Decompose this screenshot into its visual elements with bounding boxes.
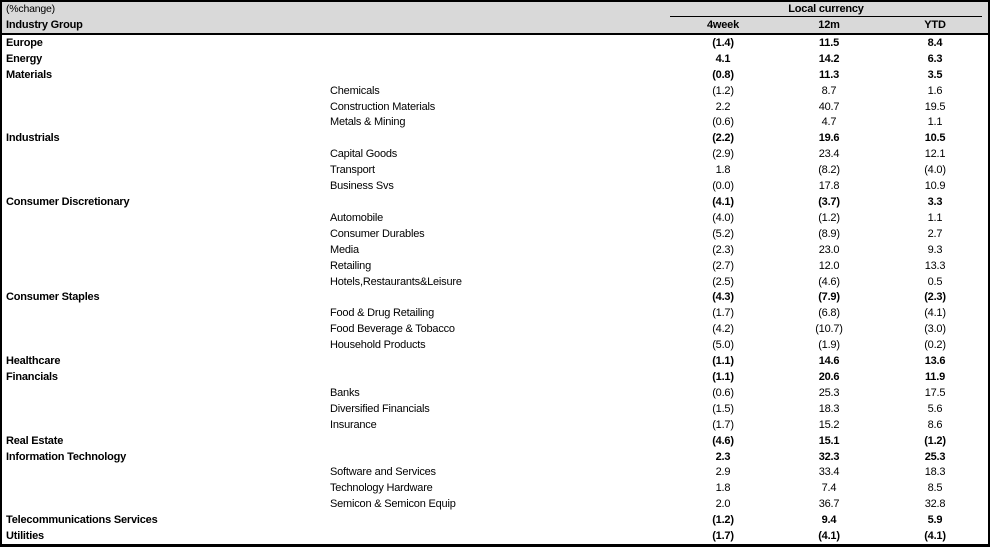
row-value: 19.5	[924, 100, 946, 113]
row-value: 2.9	[715, 466, 731, 479]
row-value: 25.3	[924, 450, 946, 463]
row-label: Business Svs	[330, 180, 394, 193]
row-label: Transport	[330, 164, 375, 177]
table-row	[2, 321, 988, 337]
row-label: Europe	[6, 36, 43, 49]
row-value: 0.5	[927, 275, 943, 288]
row-value: 13.3	[924, 259, 946, 272]
row-value: 3.3	[927, 196, 943, 209]
row-value: (8.9)	[818, 227, 840, 240]
row-value: (2.3)	[712, 243, 734, 256]
row-value: 15.1	[818, 434, 840, 447]
row-label: Chemicals	[330, 84, 380, 97]
row-value: 2.2	[715, 100, 731, 113]
row-value: (1.5)	[712, 402, 734, 415]
row-value: (0.6)	[712, 386, 734, 399]
row-value: (4.1)	[818, 530, 840, 543]
row-value: (3.7)	[818, 196, 840, 209]
row-label: Household Products	[330, 339, 426, 352]
row-value: (1.1)	[712, 355, 734, 368]
row-value: (4.6)	[818, 275, 840, 288]
table-row	[2, 337, 988, 353]
row-value: 36.7	[818, 498, 840, 511]
percent-change-note: (%change)	[6, 3, 55, 15]
row-value: 4.7	[821, 116, 837, 129]
row-label: Semicon & Semicon Equip	[330, 498, 456, 511]
row-label: Healthcare	[6, 355, 61, 368]
table-body	[2, 35, 988, 544]
row-value: (7.9)	[818, 291, 840, 304]
row-label: Energy	[6, 52, 43, 65]
row-value: 14.2	[818, 52, 840, 65]
row-value: 8.6	[927, 418, 943, 431]
row-value: 15.2	[818, 418, 840, 431]
row-value: (1.2)	[818, 211, 840, 224]
table-row	[2, 67, 988, 83]
row-label: Utilities	[6, 530, 44, 543]
row-value: 1.8	[715, 164, 731, 177]
row-value: (4.1)	[924, 307, 946, 320]
row-value: 2.0	[715, 498, 731, 511]
table-row	[2, 35, 988, 51]
row-value: (0.2)	[924, 339, 946, 352]
row-value: (1.7)	[712, 418, 734, 431]
row-value: 11.5	[818, 36, 839, 49]
row-value: 1.8	[715, 482, 731, 495]
row-value: 9.4	[821, 514, 837, 527]
table-row	[2, 274, 988, 290]
row-value: (0.6)	[712, 116, 734, 129]
table-row	[2, 449, 988, 465]
row-value: (1.7)	[712, 530, 734, 543]
row-value: 25.3	[818, 386, 840, 399]
row-value: 10.9	[924, 180, 946, 193]
row-value: 1.6	[927, 84, 943, 97]
table-row	[2, 194, 988, 210]
table-row	[2, 464, 988, 480]
row-value: (1.2)	[712, 84, 734, 97]
row-value: 9.3	[927, 243, 943, 256]
table-row	[2, 162, 988, 178]
table-row	[2, 210, 988, 226]
row-value: (2.9)	[712, 148, 734, 161]
row-value: (1.4)	[712, 36, 734, 49]
row-value: (2.2)	[712, 132, 734, 145]
row-value: 23.4	[818, 148, 840, 161]
row-value: 12.0	[818, 259, 840, 272]
row-value: (5.0)	[712, 339, 734, 352]
row-label: Telecommunications Services	[6, 514, 158, 527]
table-row	[2, 417, 988, 433]
row-label: Diversified Financials	[330, 402, 430, 415]
column-header-4week: 4week	[706, 19, 740, 31]
row-label: Financials	[6, 370, 58, 383]
row-value: (4.6)	[712, 434, 734, 447]
row-value: (2.5)	[712, 275, 734, 288]
row-value: 5.6	[927, 402, 943, 415]
table-row	[2, 401, 988, 417]
row-value: 11.9	[924, 370, 945, 383]
table-header	[2, 2, 988, 35]
row-value: (8.2)	[818, 164, 840, 177]
row-label: Technology Hardware	[330, 482, 433, 495]
row-label: Hotels,Restaurants&Leisure	[330, 275, 462, 288]
table-row	[2, 258, 988, 274]
row-value: (4.2)	[712, 323, 734, 336]
table-row	[2, 353, 988, 369]
table-row	[2, 528, 988, 544]
row-label: Information Technology	[6, 450, 127, 463]
table-row	[2, 290, 988, 306]
table-row	[2, 512, 988, 528]
row-value: 20.6	[818, 370, 840, 383]
row-value: 2.7	[927, 227, 943, 240]
row-label: Consumer Durables	[330, 227, 425, 240]
row-label: Capital Goods	[330, 148, 398, 161]
row-value: (10.7)	[815, 323, 843, 336]
row-label: Food Beverage & Tobacco	[330, 323, 455, 336]
row-value: (4.1)	[924, 530, 946, 543]
row-value: 8.5	[927, 482, 943, 495]
table-row	[2, 385, 988, 401]
row-value: (1.7)	[712, 307, 734, 320]
row-label: Software and Services	[330, 466, 436, 479]
column-header-12m: 12m	[818, 19, 840, 31]
row-value: (3.0)	[924, 323, 946, 336]
row-value: 19.6	[818, 132, 840, 145]
row-value: (1.2)	[712, 514, 734, 527]
row-value: 18.3	[924, 466, 946, 479]
table-row	[2, 115, 988, 131]
table-row	[2, 51, 988, 67]
table-row	[2, 83, 988, 99]
row-value: 5.9	[927, 514, 943, 527]
row-value: (0.0)	[712, 180, 734, 193]
row-label: Materials	[6, 68, 52, 81]
table-row	[2, 178, 988, 194]
row-value: 18.3	[818, 402, 840, 415]
row-value: 32.3	[818, 450, 840, 463]
row-value: 17.5	[924, 386, 946, 399]
row-value: (4.3)	[712, 291, 734, 304]
row-value: 8.4	[927, 36, 943, 49]
table-row	[2, 99, 988, 115]
table-row	[2, 369, 988, 385]
row-value: (0.8)	[712, 68, 734, 81]
row-value: 3.5	[927, 68, 943, 81]
local-currency-header: Local currency	[670, 2, 982, 17]
row-value: (6.8)	[818, 307, 840, 320]
row-value: 14.6	[818, 355, 840, 368]
table-row	[2, 496, 988, 512]
row-label: Automobile	[330, 211, 384, 224]
row-value: (4.0)	[712, 211, 734, 224]
header-row-columns	[2, 17, 988, 33]
row-label: Consumer Staples	[6, 291, 100, 304]
header-row-currency	[2, 2, 988, 17]
row-value: (2.3)	[924, 291, 946, 304]
row-label: Insurance	[330, 418, 377, 431]
row-value: (4.1)	[712, 196, 734, 209]
row-value: 4.1	[715, 52, 731, 65]
row-label: Metals & Mining	[330, 116, 406, 129]
row-label: Retailing	[330, 259, 372, 272]
row-value: (1.1)	[712, 370, 734, 383]
row-value: 1.1	[927, 116, 943, 129]
row-value: 23.0	[818, 243, 840, 256]
table-row	[2, 146, 988, 162]
row-label: Media	[330, 243, 359, 256]
row-value: 33.4	[818, 466, 840, 479]
row-label: Real Estate	[6, 434, 64, 447]
table-row	[2, 433, 988, 449]
column-header-ytd: YTD	[924, 19, 946, 31]
row-value: 7.4	[821, 482, 837, 495]
row-value: 6.3	[927, 52, 943, 65]
row-label: Banks	[330, 386, 360, 399]
table-row	[2, 242, 988, 258]
row-label: Industrials	[6, 132, 60, 145]
row-value: 11.3	[818, 68, 839, 81]
row-value: 2.3	[715, 450, 731, 463]
row-value: 13.6	[924, 355, 946, 368]
row-value: (2.7)	[712, 259, 734, 272]
row-label: Construction Materials	[330, 100, 436, 113]
table-row	[2, 226, 988, 242]
industry-group-header: Industry Group	[6, 19, 83, 31]
row-value: 8.7	[821, 84, 837, 97]
row-label: Food & Drug Retailing	[330, 307, 435, 320]
row-value: 12.1	[924, 148, 946, 161]
row-value: (1.2)	[924, 434, 946, 447]
row-value: 40.7	[818, 100, 840, 113]
table-row	[2, 130, 988, 146]
table-row	[2, 305, 988, 321]
table-row	[2, 480, 988, 496]
row-value: (1.9)	[818, 339, 840, 352]
row-value: (4.0)	[924, 164, 946, 177]
row-value: (5.2)	[712, 227, 734, 240]
row-label: Consumer Discretionary	[6, 196, 130, 209]
row-value: 10.5	[924, 132, 946, 145]
row-value: 32.8	[924, 498, 946, 511]
row-value: 17.8	[818, 180, 840, 193]
row-value: 1.1	[927, 211, 943, 224]
